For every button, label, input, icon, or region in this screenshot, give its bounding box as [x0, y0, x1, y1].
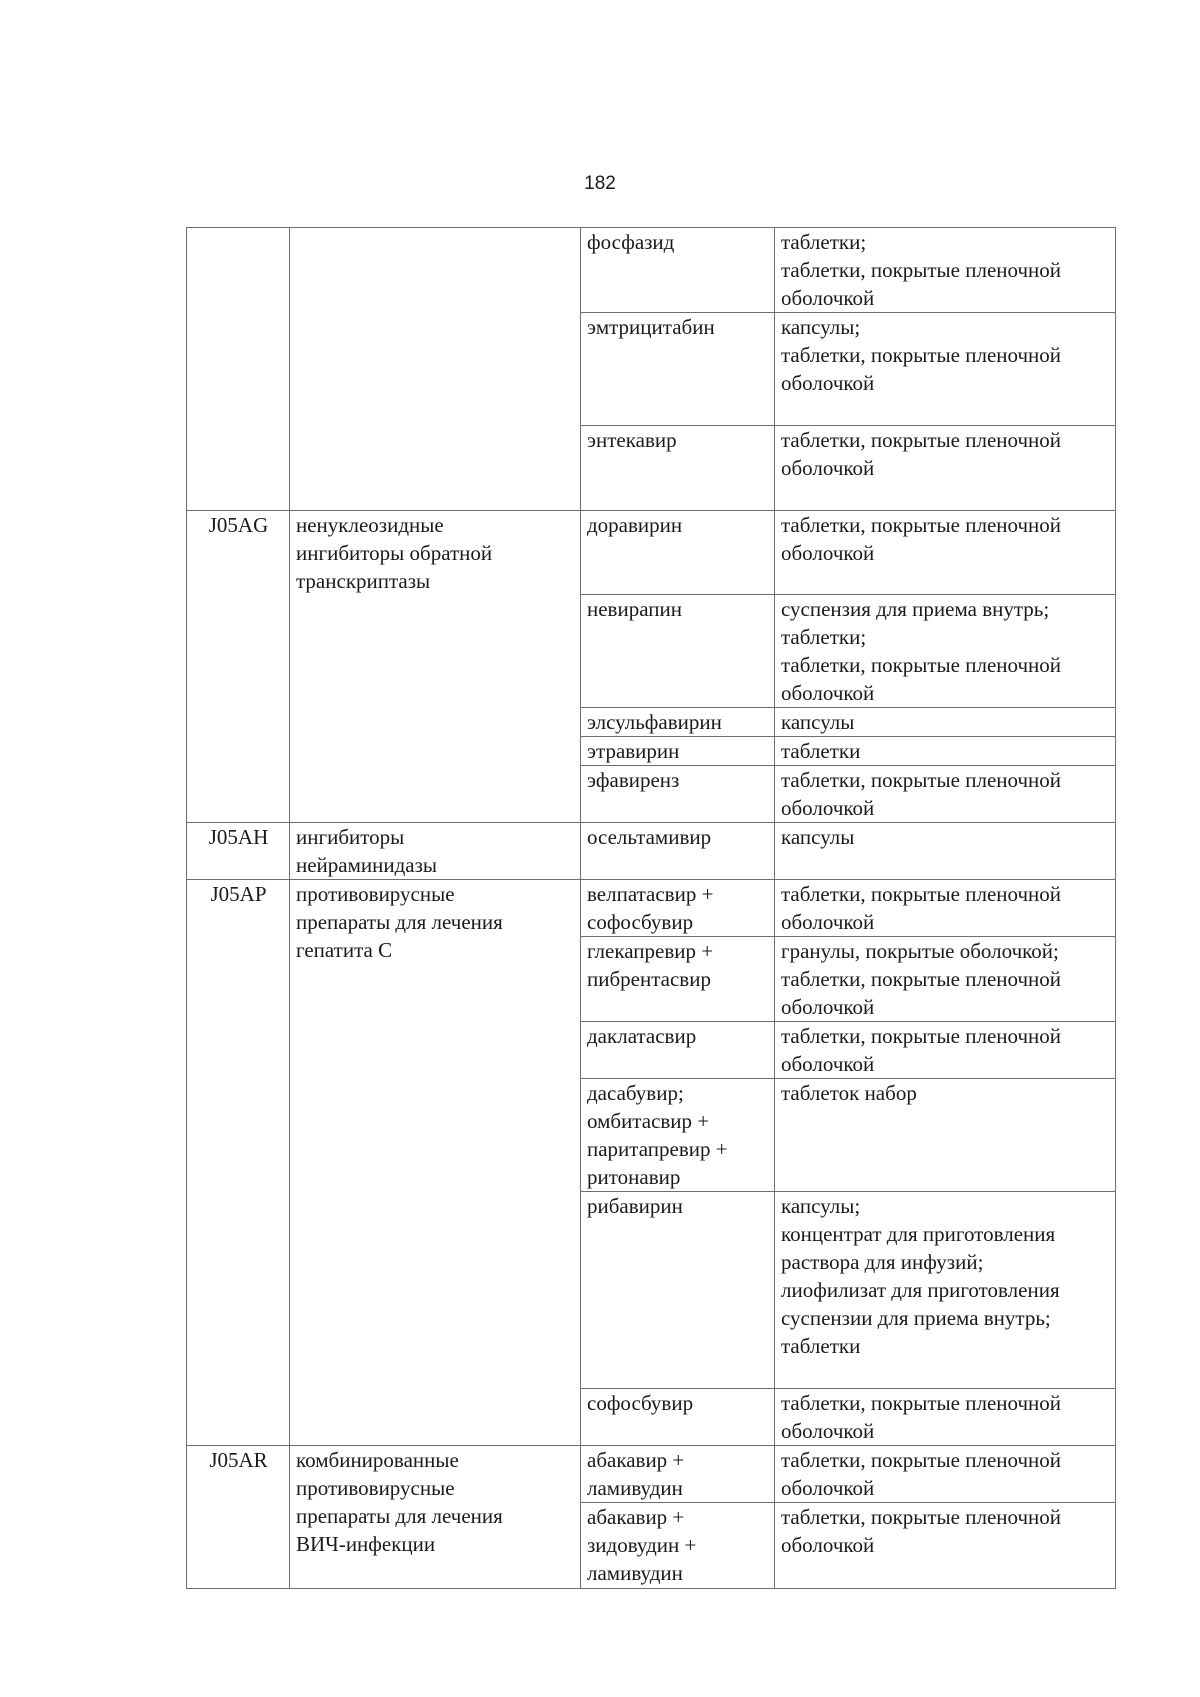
drug-group-cell: [290, 880, 581, 1446]
drug-name-line: абакавир +: [587, 1448, 685, 1472]
dosage-form-cell: [775, 426, 1116, 511]
drug-name-line: глекапревир +: [587, 939, 714, 963]
drug-name-line: невирапин: [587, 597, 682, 621]
dosage-form-line: таблетки, покрытые пленочной: [781, 967, 1062, 991]
table-row: [187, 228, 1116, 313]
drug-group-line: нейраминидазы: [296, 853, 438, 877]
drug-name-line: рибавирин: [587, 1194, 683, 1218]
dosage-form-line: таблетки, покрытые пленочной: [781, 1391, 1062, 1415]
drug-name-line: паритапревир +: [587, 1137, 728, 1161]
drug-name-line: эфавиренз: [587, 768, 680, 792]
drug-name-line: дасабувир;: [587, 1081, 684, 1105]
drug-name-line: пибрентасвир: [587, 967, 711, 991]
dosage-form-cell: [775, 880, 1116, 937]
drug-name-cell: [581, 1503, 775, 1589]
drug-group-cell: [290, 228, 581, 511]
dosage-form-line: концентрат для приготовления: [781, 1222, 1056, 1246]
dosage-form-line: лиофилизат для приготовления: [781, 1278, 1060, 1302]
atc-code-cell: J05AR: [187, 1446, 290, 1589]
drug-name-cell: [581, 426, 775, 511]
table-row: [187, 1446, 1116, 1503]
drug-group-line: комбинированные: [296, 1448, 459, 1472]
dosage-form-line: таблетки, покрытые пленочной: [781, 1448, 1062, 1472]
drug-name-line: софосбувир: [587, 910, 694, 934]
atc-code-cell: J05AP: [187, 880, 290, 1446]
dosage-form-line: таблетки, покрытые пленочной: [781, 653, 1062, 677]
dosage-form-line: оболочкой: [781, 1476, 875, 1500]
drug-name-line: ритонавир: [587, 1165, 681, 1189]
dosage-form-line: таблетки;: [781, 230, 867, 254]
drug-name-cell: [581, 937, 775, 1022]
dosage-form-cell: [775, 228, 1116, 313]
dosage-form-line: раствора для инфузий;: [781, 1250, 984, 1274]
drug-name-cell: [581, 1446, 775, 1503]
dosage-form-cell: [775, 1389, 1116, 1446]
drug-name-line: этравирин: [587, 739, 680, 763]
dosage-form-cell: [775, 313, 1116, 426]
dosage-form-cell: [775, 766, 1116, 823]
dosage-form-line: таблетки: [781, 1334, 861, 1358]
drug-name-line: ламивудин: [587, 1476, 683, 1500]
dosage-form-line: таблетки;: [781, 625, 867, 649]
drug-group-line: ингибиторы обратной: [296, 541, 493, 565]
dosage-form-line: оболочкой: [781, 1419, 875, 1443]
table-row: [187, 880, 1116, 937]
drug-name-line: элсульфавирин: [587, 710, 722, 734]
drug-name-line: софосбувир: [587, 1391, 694, 1415]
dosage-form-line: оболочкой: [781, 995, 875, 1019]
drug-group-cell: [290, 1446, 581, 1589]
atc-code-cell: J05AG: [187, 511, 290, 823]
table-body: [187, 228, 1116, 1589]
dosage-form-line: оболочкой: [781, 796, 875, 820]
table-row: [187, 823, 1116, 880]
drug-group-line: препараты для лечения: [296, 1504, 503, 1528]
dosage-form-line: оболочкой: [781, 1052, 875, 1076]
drug-group-line: ненуклеозидные: [296, 513, 444, 537]
drug-group-line: противовирусные: [296, 882, 455, 906]
dosage-form-line: капсулы;: [781, 315, 861, 339]
dosage-form-line: таблеток набор: [781, 1081, 917, 1105]
drug-name-cell: [581, 766, 775, 823]
drug-name-line: абакавир +: [587, 1505, 685, 1529]
page-number: 182: [584, 173, 616, 194]
dosage-form-line: таблетки, покрытые пленочной: [781, 428, 1062, 452]
medication-table: [186, 227, 1116, 1589]
dosage-form-line: оболочкой: [781, 371, 875, 395]
drug-name-line: энтекавир: [587, 428, 677, 452]
dosage-form-line: таблетки, покрытые пленочной: [781, 343, 1062, 367]
dosage-form-line: суспензии для приема внутрь;: [781, 1306, 1051, 1330]
drug-name-cell: [581, 1079, 775, 1192]
dosage-form-line: капсулы: [781, 710, 855, 734]
drug-group-cell: [290, 823, 581, 880]
dosage-form-line: таблетки, покрытые пленочной: [781, 258, 1062, 282]
dosage-form-cell: [775, 708, 1116, 737]
dosage-form-line: оболочкой: [781, 456, 875, 480]
atc-code-cell: J05AH: [187, 823, 290, 880]
table-row: [187, 511, 1116, 595]
drug-name-cell: [581, 708, 775, 737]
drug-name-line: даклатасвир: [587, 1024, 697, 1048]
drug-name-cell: [581, 1389, 775, 1446]
dosage-form-line: таблетки, покрытые пленочной: [781, 882, 1062, 906]
drug-group-line: противовирусные: [296, 1476, 455, 1500]
dosage-form-cell: [775, 1079, 1116, 1192]
drug-name-cell: [581, 737, 775, 766]
drug-group-line: ингибиторы: [296, 825, 405, 849]
drug-name-cell: [581, 511, 775, 595]
dosage-form-cell: [775, 823, 1116, 880]
drug-name-line: зидовудин +: [587, 1533, 697, 1557]
dosage-form-cell: [775, 1503, 1116, 1589]
dosage-form-line: гранулы, покрытые оболочкой;: [781, 939, 1059, 963]
dosage-form-line: таблетки, покрытые пленочной: [781, 1024, 1062, 1048]
dosage-form-line: суспензия для приема внутрь;: [781, 597, 1050, 621]
drug-name-line: омбитасвир +: [587, 1109, 710, 1133]
dosage-form-line: капсулы;: [781, 1194, 861, 1218]
dosage-form-cell: [775, 1022, 1116, 1079]
drug-name-line: ламивудин: [587, 1561, 683, 1585]
drug-group-line: препараты для лечения: [296, 910, 503, 934]
dosage-form-cell: [775, 595, 1116, 708]
dosage-form-line: оболочкой: [781, 910, 875, 934]
drug-name-cell: [581, 823, 775, 880]
drug-name-cell: [581, 1192, 775, 1389]
drug-name-line: доравирин: [587, 513, 683, 537]
atc-code-cell: [187, 228, 290, 511]
drug-group-line: гепатита С: [296, 938, 393, 962]
drug-name-cell: [581, 228, 775, 313]
drug-name-cell: [581, 880, 775, 937]
dosage-form-line: оболочкой: [781, 1533, 875, 1557]
dosage-form-line: оболочкой: [781, 541, 875, 565]
drug-name-line: осельтамивир: [587, 825, 712, 849]
drug-group-line: ВИЧ-инфекции: [296, 1532, 436, 1556]
dosage-form-cell: [775, 937, 1116, 1022]
drug-name-cell: [581, 313, 775, 426]
dosage-form-line: оболочкой: [781, 286, 875, 310]
drug-name-line: эмтрицитабин: [587, 315, 715, 339]
dosage-form-cell: [775, 737, 1116, 766]
drug-name-cell: [581, 595, 775, 708]
dosage-form-line: таблетки, покрытые пленочной: [781, 768, 1062, 792]
drug-name-line: фосфазид: [587, 230, 675, 254]
dosage-form-line: оболочкой: [781, 681, 875, 705]
dosage-form-cell: [775, 1192, 1116, 1389]
dosage-form-line: таблетки: [781, 739, 861, 763]
dosage-form-line: капсулы: [781, 825, 855, 849]
drug-group-line: транскриптазы: [296, 569, 431, 593]
drug-group-cell: [290, 511, 581, 823]
dosage-form-line: таблетки, покрытые пленочной: [781, 513, 1062, 537]
dosage-form-cell: [775, 511, 1116, 595]
drug-name-line: велпатасвир +: [587, 882, 714, 906]
drug-name-cell: [581, 1022, 775, 1079]
dosage-form-cell: [775, 1446, 1116, 1503]
dosage-form-line: таблетки, покрытые пленочной: [781, 1505, 1062, 1529]
